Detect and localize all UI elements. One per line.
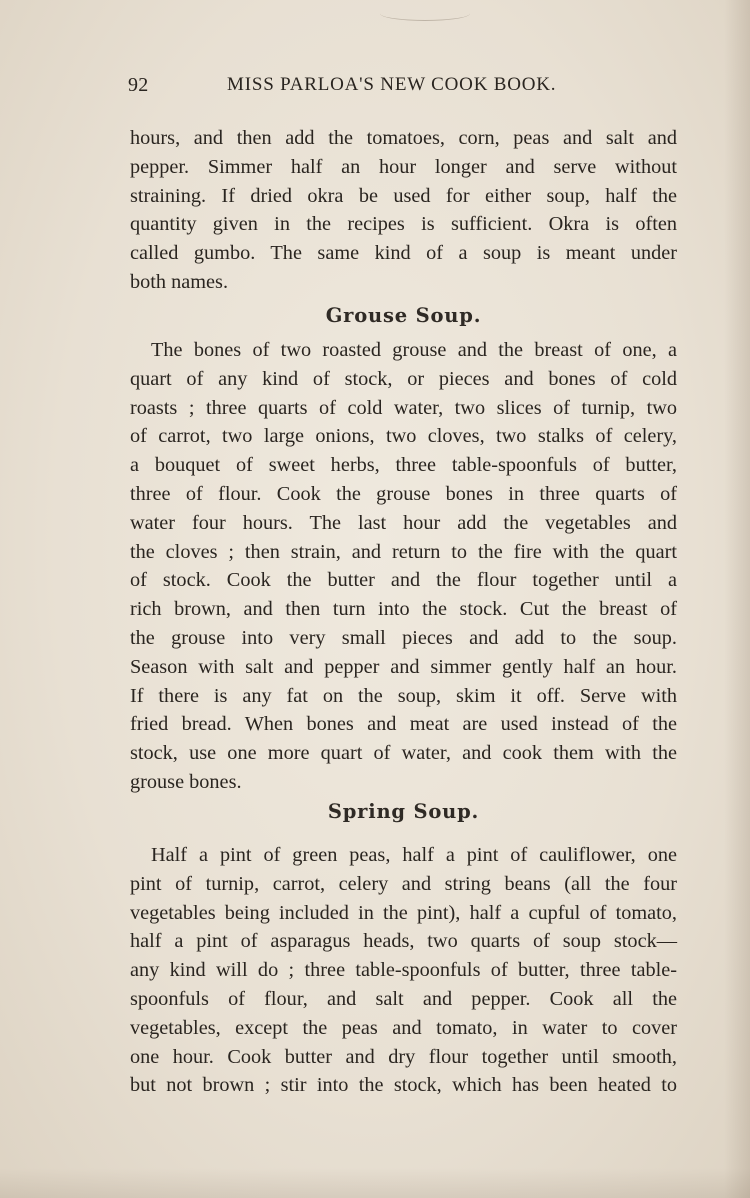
text-line: pint of turnip, carrot, celery and string beans (all the four: [130, 872, 677, 895]
paragraph-continued: [130, 124, 677, 297]
running-header: [128, 74, 678, 104]
text-line: the grouse into very small pieces and add to the soup.: [130, 626, 677, 649]
text-line: both names.: [130, 270, 229, 293]
text-line: water four hours. The last hour add the vegetables and: [130, 511, 677, 534]
text-line: a bouquet of sweet herbs, three table-spoonfuls of butter,: [130, 454, 677, 477]
text-line: half a pint of asparagus heads, two quarts of soup stock—: [130, 930, 677, 953]
text-line: any kind will do ; three table-spoonfuls of butter, three table-: [130, 959, 677, 982]
section-heading-spring-soup: Spring Soup.: [327, 800, 480, 823]
text-line: Half a pint of green peas, half a pint of cauliflower, one: [151, 844, 677, 866]
book-title: MISS PARLOA'S NEW COOK BOOK.: [227, 74, 557, 95]
text-line: roasts ; three quarts of cold water, two slices of turnip, two: [130, 396, 677, 419]
text-line: one hour. Cook butter and dry flour together until smooth,: [130, 1045, 677, 1068]
section-heading-grouse-soup: Grouse Soup.: [325, 304, 482, 327]
text-line: quart of any kind of stock, or pieces and bones of cold: [130, 367, 677, 390]
text-line: vegetables being included in the pint), half a cupful of tomato,: [130, 901, 677, 924]
text-line: fried bread. When bones and meat are used instead of the: [130, 713, 677, 736]
text-line: but not brown ; stir into the stock, which has been heated to: [130, 1074, 677, 1097]
text-line: of carrot, two large onions, two cloves, two stalks of celery,: [130, 425, 677, 448]
text-line: If there is any fat on the soup, skim it off. Serve with: [130, 684, 677, 707]
text-line: of stock. Cook the butter and the flour together until a: [130, 569, 677, 592]
text-line: The bones of two roasted grouse and the breast of one, a: [151, 339, 677, 361]
text-line: rich brown, and then turn into the stock. Cut the breast of: [130, 598, 677, 621]
text-line: stock, use one more quart of water, and cook them with the: [130, 742, 677, 765]
text-line: hours, and then add the tomatoes, corn, peas and salt and: [130, 127, 677, 149]
text-line: Season with salt and pepper and simmer gently half an hour.: [130, 655, 677, 678]
page-crease: [380, 6, 470, 21]
paragraph-spring-soup: [130, 841, 677, 1100]
text-line: vegetables, except the peas and tomato, in water to cover: [130, 1016, 677, 1039]
paragraph-grouse-soup: [130, 336, 677, 797]
text-line: the cloves ; then strain, and return to the fire with the quart: [130, 540, 677, 563]
text-line: three of flour. Cook the grouse bones in three quarts of: [130, 482, 677, 505]
text-line: grouse bones.: [130, 770, 242, 793]
page-number: 92: [128, 74, 149, 96]
text-line: pepper. Simmer half an hour longer and serve without: [130, 155, 677, 178]
text-line: straining. If dried okra be used for either soup, half the: [130, 184, 677, 207]
text-line: quantity given in the recipes is sufficient. Okra is often: [130, 213, 677, 236]
text-line: called gumbo. The same kind of a soup is meant under: [130, 242, 677, 265]
text-line: spoonfuls of flour, and salt and pepper. Cook all the: [130, 987, 677, 1010]
